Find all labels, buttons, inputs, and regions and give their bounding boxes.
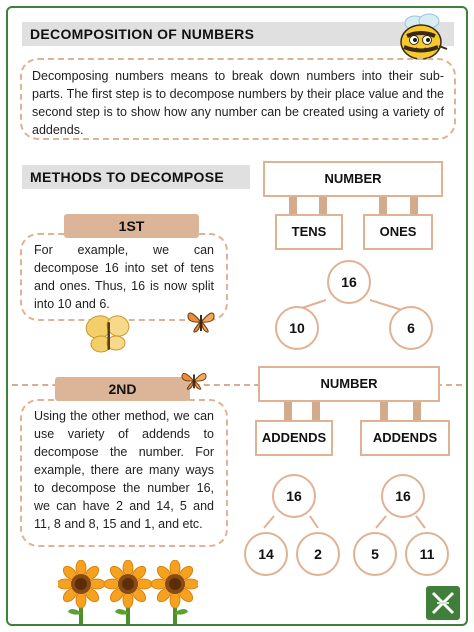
- butterfly-icon: [180, 368, 208, 392]
- butterfly-icon: [186, 307, 216, 335]
- butterfly-icon: [84, 314, 134, 356]
- addends-left-box: ADDENDS: [255, 420, 333, 456]
- method-second-tab: 2ND: [55, 377, 190, 401]
- method-first-text: For example, we can decompose 16 into set of tens and ones. Thus, 16 is now split into 10 and 6.: [20, 233, 228, 321]
- connector-bar: [284, 402, 292, 420]
- connector-bar: [413, 402, 421, 420]
- brand-logo-icon: [426, 586, 460, 620]
- method-first-tab: 1ST: [64, 214, 199, 238]
- tree-right-node: 6: [389, 306, 433, 350]
- method-second-text: Using the other method, we can use variety of addends to decompose the number. For example, there are many ways to decompose the number 16, we can have 2 and 14, 5 and 11, 8 and 8, 15 and 1, and etc.: [20, 399, 228, 547]
- page-title: DECOMPOSITION OF NUMBERS: [22, 22, 454, 46]
- tree-left-node: 14: [244, 532, 288, 576]
- tree-left-node: 5: [353, 532, 397, 576]
- addends-right-box: ADDENDS: [360, 420, 450, 456]
- tree-right-node: 11: [405, 532, 449, 576]
- tree-root-node: 16: [327, 260, 371, 304]
- sunflower-icon: [58, 560, 198, 624]
- addends-number-box: NUMBER: [258, 366, 440, 402]
- intro-paragraph: Decomposing numbers means to break down numbers into their sub-parts. The first step is to decompose numbers by their place value and the second step is to show how any number can be created using a variety of addends.: [20, 58, 456, 140]
- connector-bar: [312, 402, 320, 420]
- place-value-tens-box: TENS: [275, 214, 343, 250]
- tree-root-node: 16: [381, 474, 425, 518]
- tree-left-node: 10: [275, 306, 319, 350]
- connector-bar: [380, 402, 388, 420]
- place-value-ones-box: ONES: [363, 214, 433, 250]
- section-heading-methods: METHODS TO DECOMPOSE: [22, 165, 250, 189]
- place-value-number-box: NUMBER: [263, 161, 443, 197]
- tree-root-node: 16: [272, 474, 316, 518]
- tree-right-node: 2: [296, 532, 340, 576]
